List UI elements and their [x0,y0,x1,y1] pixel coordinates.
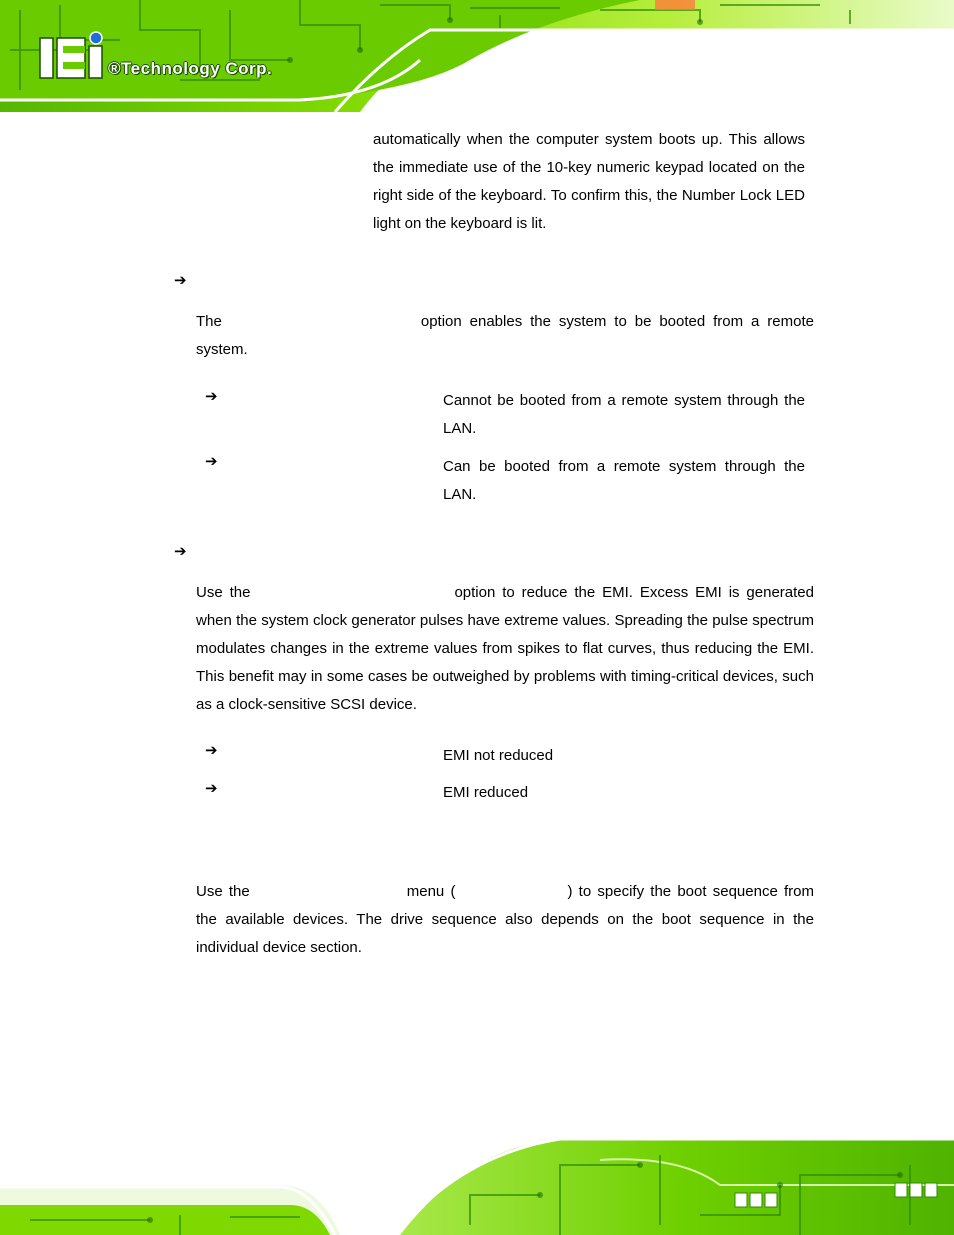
boot-menu-description: Use the menu ( ) to specify the boot sequence from the available devices. The drive sequence also depends on the boot sequence in the individual device section. [196,883,814,956]
logo-mark [40,32,102,78]
arrow-right-icon: ➔ [174,271,187,289]
spread-spectrum-description: Use the option to reduce the EMI. Excess EMI is generated when the system clock generator pulses have extreme values. Spreading the pulse spectrum modulates changes in the extreme values from spikes to flat curves, thus reducing the EMI. This benefit may in some cases be outweighed by problems with timing-critical devices, such as a clock-sensitive SCSI device. [196,584,814,713]
spread-spectrum-option-2-desc: EMI reduced [443,784,529,801]
boot-lan-option-1-desc: Cannot be booted from a remote system through the LAN. [443,392,805,437]
arrow-right-icon: ➔ [205,452,218,470]
boot-lan-option-2-desc: Can be booted from a remote system through the LAN. [443,458,805,503]
arrow-right-icon: ➔ [205,387,218,405]
boot-lan-description: The option enables the system to be booted from a remote system. [196,313,814,358]
footer-banner [0,1125,954,1235]
spread-spectrum-option-1-desc: EMI not reduced [443,747,554,764]
logo-text: ®Technology Corp. [108,59,273,78]
intro-paragraph: automatically when the computer system boots up. This allows the immediate use of the 10-key numeric keypad located on the right side of the keyboard. To confirm this, the Number Lock LED light on the keyboard is lit. [373,131,805,232]
arrow-right-icon: ➔ [174,542,187,560]
header-banner [0,0,954,112]
arrow-right-icon: ➔ [205,741,218,759]
arrow-right-icon: ➔ [205,779,218,797]
